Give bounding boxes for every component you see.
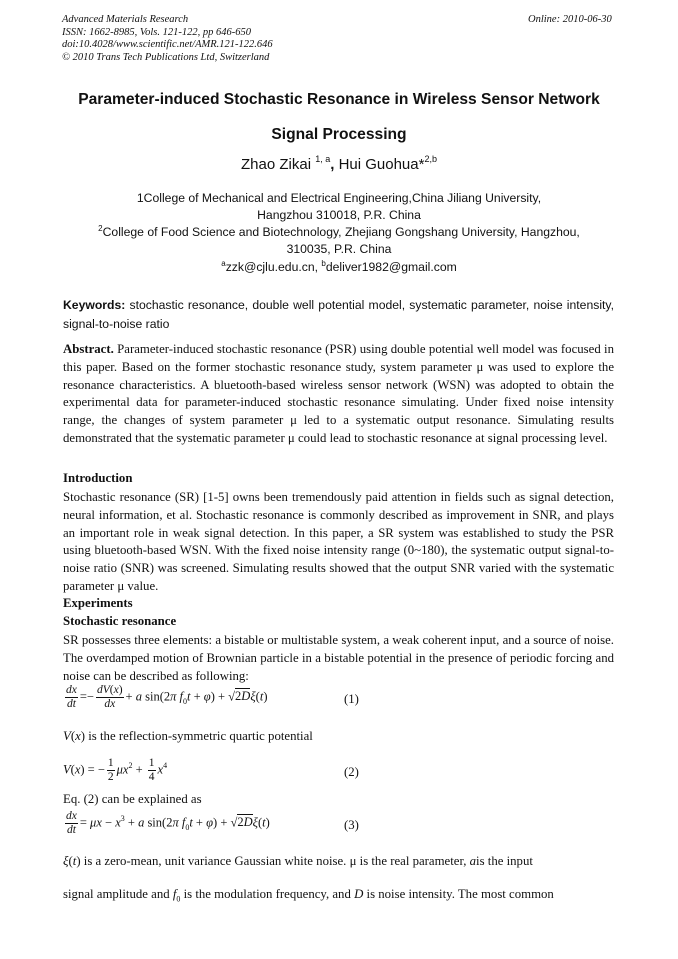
author-separator: ,: [330, 156, 339, 173]
email-a: zzk@cjlu.edu.cn,: [225, 260, 322, 274]
experiments-heading: Experiments: [63, 596, 133, 610]
issn: ISSN: 1662-8985, Vols. 121-122, pp 646-650: [62, 26, 251, 38]
affiliation-1-line2: Hangzhou 310018, P.R. China: [257, 208, 421, 222]
keywords-label: Keywords:: [63, 298, 126, 312]
noise-description: ξ(t) is a zero-mean, unit variance Gaussian white noise. μ is the real parameter, ais the input: [63, 854, 533, 868]
abstract-label: Abstract.: [63, 342, 114, 356]
paper-title-line2: Signal Processing: [271, 126, 407, 143]
signal-text-2: is the modulation frequency, and: [180, 887, 355, 901]
doi: doi:10.4028/www.scientific.net/AMR.121-122.646: [62, 39, 273, 50]
author-1-sup: 1, a: [315, 154, 331, 164]
paper-title-line1: Parameter-induced Stochastic Resonance in Wireless Sensor Network: [78, 91, 600, 108]
email-sup-a: a: [221, 259, 226, 268]
potential-text: is the reflection-symmetric quartic potential: [88, 729, 313, 743]
affiliation-2-text: College of Food Science and Biotechnology, Zhejiang Gongshang University, Hangzhou,: [102, 225, 580, 239]
stochastic-resonance-subheading: Stochastic resonance: [63, 614, 177, 628]
equation-3: $\frac{dx}{dt}$ = $\mu x - x^3 + a$ sin(2π $f_0t + \varphi) + √2D\xi(t)$: [66, 810, 270, 836]
affiliation-2-line1: [0, 224, 678, 240]
noise-text-1: is a zero-mean, unit variance Gaussian white noise. μ is the real parameter,: [80, 854, 470, 868]
author-1: Zhao Zikai: [241, 156, 312, 173]
equation-1: $\frac{dx}{dt}$ =− $\frac{dV(x)}{dx}$ + a sin(2π $f_0t + \varphi) + √2D\xi(t)$: [66, 684, 268, 710]
signal-text-1: signal amplitude and: [63, 887, 173, 901]
affiliation-2-sup: 2: [98, 224, 103, 233]
emails: [0, 259, 678, 275]
signal-description: signal amplitude and $f_0$ is the modulation frequency, and D is noise intensity. The most common: [63, 887, 554, 904]
keywords-text: stochastic resonance, double well potential model, systematic parameter, noise intensity, signal-to-noise ratio: [63, 298, 614, 331]
equation-1-number: (1): [344, 692, 359, 706]
author-2-sup: 2,b: [424, 154, 437, 164]
noise-text-2: is the input: [476, 854, 533, 868]
introduction-heading: Introduction: [63, 471, 133, 485]
equation-2-explanation: Eq. (2) can be explained as: [63, 792, 202, 806]
email-sup-b: b: [321, 259, 326, 268]
keywords: [63, 296, 614, 333]
online-date: Online: 2010-06-30: [528, 14, 612, 25]
experiments-text: SR possesses three elements: a bistable or multistable system, a weak coherent input, and a source of noise. The overdamped motion of Brownian particle in a bistable potential in the presence of periodic forcing and noise can be described as following:: [63, 633, 614, 683]
introduction-text: Stochastic resonance (SR) [1-5] owns been tremendously paid attention in fields such as signal detection, neural information, et al. Stochastic resonance is commonly described as improvement in SNR, and plays an important role in weak signal detection. In this paper, a SR system was established to study the PSR using bluetooth-based WSN. With the fixed noise intensity range (0~180), the systematic output signal-to-noise ratio (SNR) was screened. Simulating results showed that the output SNR varied with the systematic parameter μ value.: [63, 490, 614, 593]
abstract-text: Parameter-induced stochastic resonance (PSR) using double potential well model was focused in this paper. Based on the former stochastic resonance study, system parameter μ was used to explore the resonance characteristics. A bluetooth-based wireless sensor network (WSN) was adopted to obtain the experimental data for parameter-induced stochastic resonance simulating. Under fixed noise intensity range, the changes of system parameter μ led to a systematic output resonance. Simulating results demonstrated that the systematic parameter μ could lead to stochastic resonance at signal processing level.: [63, 342, 614, 445]
affiliation-2-line2: 310035, P.R. China: [286, 242, 392, 256]
abstract: [63, 341, 614, 448]
email-b: deliver1982@gmail.com: [325, 260, 457, 274]
copyright: © 2010 Trans Tech Publications Ltd, Switzerland: [62, 51, 270, 63]
journal-name: Advanced Materials Research: [62, 14, 189, 25]
equation-2: V(x) = − $\frac{1}{2}$ $\mu x^2$ + $\frac{1}{4}$ $x^4$: [63, 757, 168, 783]
potential-description: V(x) is the reflection-symmetric quartic potential: [63, 729, 313, 743]
affiliation-1-line1: 1College of Mechanical and Electrical Engineering,China Jiliang University,: [136, 191, 542, 205]
authors: [0, 156, 678, 173]
equation-2-number: (2): [344, 765, 359, 779]
author-2: Hui Guohua*: [338, 156, 425, 173]
equation-3-number: (3): [344, 818, 359, 832]
journal-header: [62, 14, 273, 64]
signal-text-3: is noise intensity. The most common: [363, 887, 554, 901]
